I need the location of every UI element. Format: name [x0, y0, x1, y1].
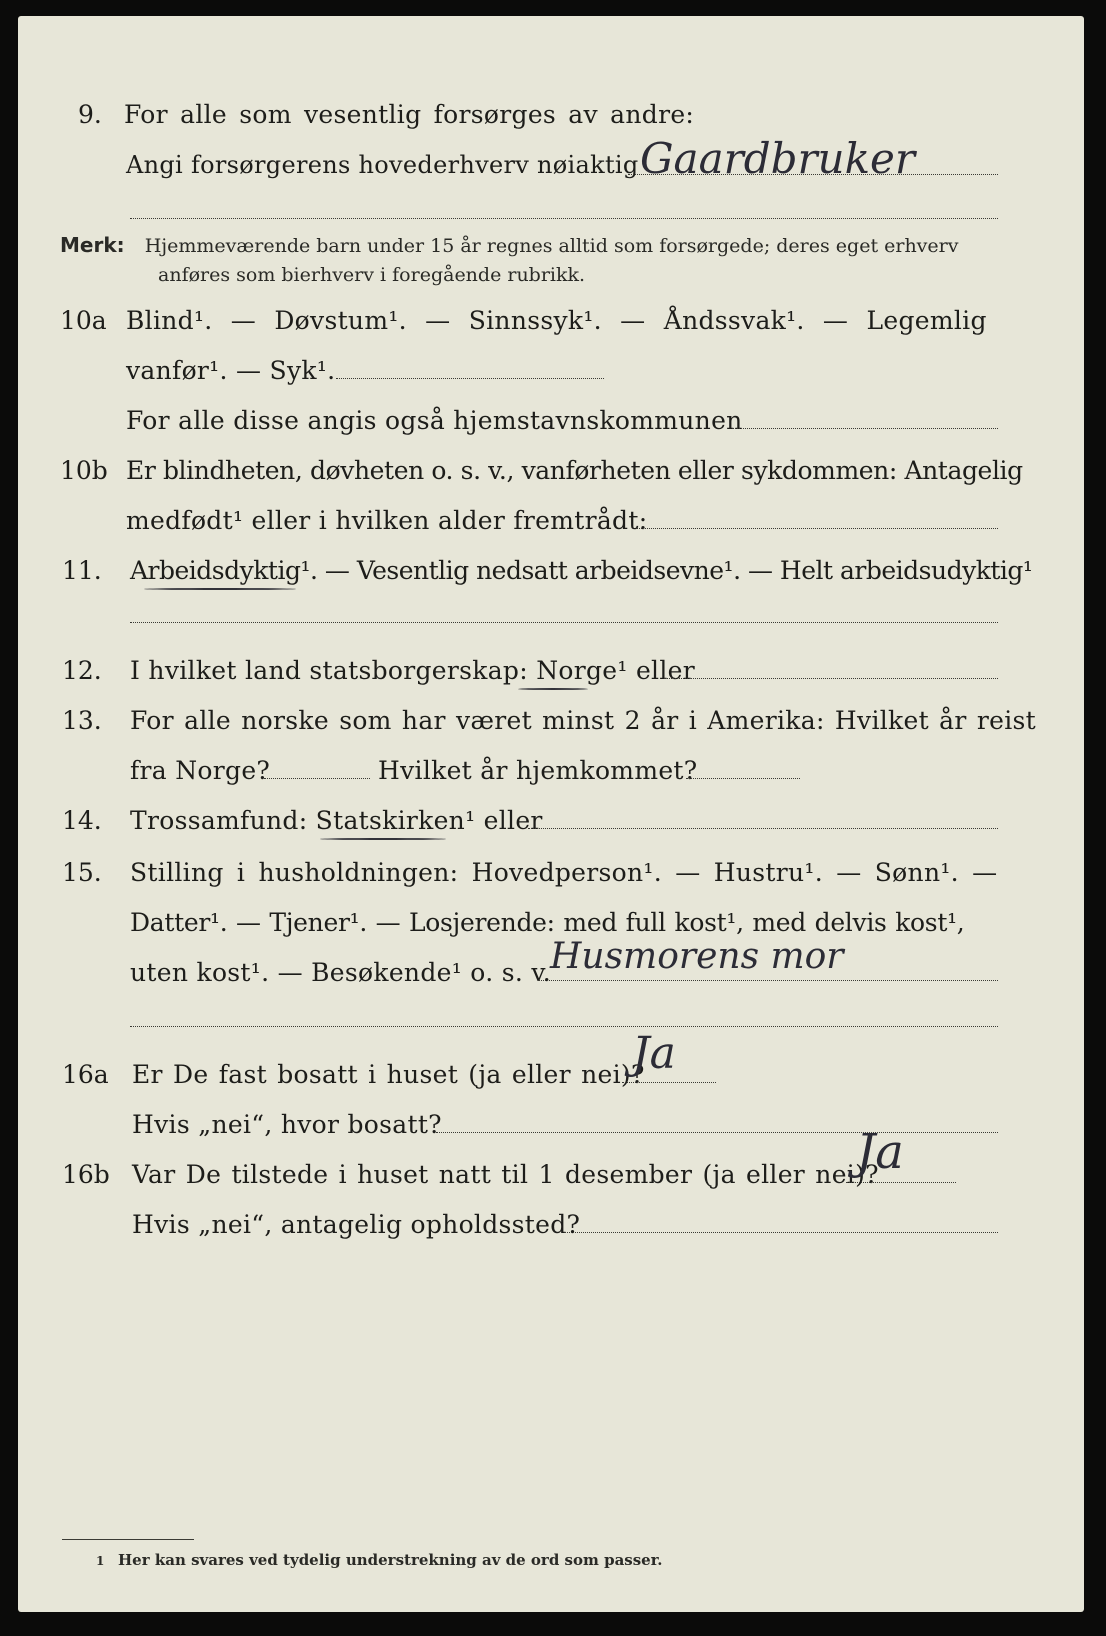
- q10a-line3: For alle disse angis også hjemstavnskommunen: [126, 406, 743, 435]
- q10b-answer-line: [636, 528, 998, 529]
- q13-number: 13.: [62, 706, 102, 735]
- footnote-text: Her kan svares ved tydelig understrekning av de ord som passer.: [118, 1551, 663, 1569]
- census-form-page: [18, 16, 1084, 1612]
- q16a-bosatt-line: [436, 1132, 998, 1133]
- q9-number: 9.: [78, 100, 102, 129]
- q14-line1: Trossamfund: Statskirken¹ eller: [130, 806, 543, 835]
- q9-line1: For alle som vesentlig forsørges av andre:: [124, 100, 695, 129]
- q12-answer-underline: [518, 688, 588, 690]
- q14-answer-underline: [320, 838, 446, 840]
- q11-line1: Arbeidsdyktig¹. — Vesentlig nedsatt arbeidsevne¹. — Helt arbeidsudyktig¹: [130, 556, 1033, 585]
- merk-note: [60, 230, 958, 261]
- q16b-number: 16b: [62, 1160, 110, 1189]
- q10a-line2: vanfør¹. — Syk¹.: [126, 356, 336, 385]
- q10a-line1: Blind¹. — Døvstum¹. — Sinnssyk¹. — Åndssvak¹. — Legemlig: [126, 306, 987, 335]
- merk-line2: anføres som bierhverv i foregående rubrikk.: [158, 264, 586, 286]
- q9-extra-line: [130, 218, 998, 219]
- q10b-line1: Er blindheten, døvheten o. s. v., vanførheten eller sykdommen: Antagelig: [126, 456, 1023, 485]
- q16a-line2: Hvis „nei“, hvor bosatt?: [132, 1110, 442, 1139]
- q13-line2a: fra Norge?: [130, 756, 271, 785]
- q10b-number: 10b: [60, 456, 108, 485]
- q10a-hjemstavn-line: [732, 428, 998, 429]
- q16b-line1: Var De tilstede i huset natt til 1 desember (ja eller nei)?: [132, 1160, 879, 1189]
- q15-answer-handwriting: Husmorens mor: [550, 936, 844, 977]
- q13-reist-line: [264, 778, 370, 779]
- q15-extra-line: [130, 1026, 998, 1027]
- q9-answer-handwriting: Gaardbruker: [640, 134, 915, 183]
- q14-number: 14.: [62, 806, 102, 835]
- q12-answer-line: [664, 678, 998, 679]
- q11-answer-underline: [144, 588, 296, 590]
- q16a-answer-line: [622, 1082, 716, 1083]
- q15-line1: Stilling i husholdningen: Hovedperson¹. — Hustru¹. — Sønn¹. —: [130, 858, 998, 887]
- q16a-number: 16a: [62, 1060, 109, 1089]
- q14-answer-line: [528, 828, 998, 829]
- q16b-answer-line: [846, 1182, 956, 1183]
- q9-line2: Angi forsørgerens hovederhverv nøiaktig: [126, 151, 639, 179]
- q10b-line2: medfødt¹ eller i hvilken alder fremtrådt:: [126, 506, 648, 535]
- footnote-rule: [62, 1539, 194, 1540]
- q13-line2b: Hvilket år hjemkommet?: [378, 756, 698, 785]
- q16b-opholdssted-line: [564, 1232, 998, 1233]
- q15-number: 15.: [62, 858, 102, 887]
- q12-number: 12.: [62, 656, 102, 685]
- q16a-answer-handwriting: Ja: [632, 1028, 676, 1079]
- q16b-line2: Hvis „nei“, antagelig opholdssted?: [132, 1210, 581, 1239]
- q10a-number: 10a: [60, 306, 107, 335]
- footnote-mark: 1: [96, 1554, 105, 1568]
- merk-line1: Hjemmeværende barn under 15 år regnes alltid som forsørgede; deres eget erhverv: [144, 235, 959, 257]
- q15-answer-line: [538, 980, 998, 981]
- q15-line2: Datter¹. — Tjener¹. — Losjerende: med full kost¹, med delvis kost¹,: [130, 908, 965, 937]
- q15-line3: uten kost¹. — Besøkende¹ o. s. v.: [130, 958, 552, 987]
- q12-line1: I hvilket land statsborgerskap: Norge¹ eller: [130, 656, 695, 685]
- q16a-line1: Er De fast bosatt i huset (ja eller nei)?: [132, 1060, 645, 1089]
- q13-line1: For alle norske som har været minst 2 år i Amerika: Hvilket år reist: [130, 706, 1037, 735]
- q11-extra-line: [130, 622, 998, 623]
- q11-number: 11.: [62, 556, 102, 585]
- merk-label: Merk:: [60, 233, 125, 257]
- q16b-answer-handwriting: Ja: [856, 1124, 904, 1180]
- q13-hjemkommet-line: [686, 778, 800, 779]
- q10a-syk-line: [336, 378, 604, 379]
